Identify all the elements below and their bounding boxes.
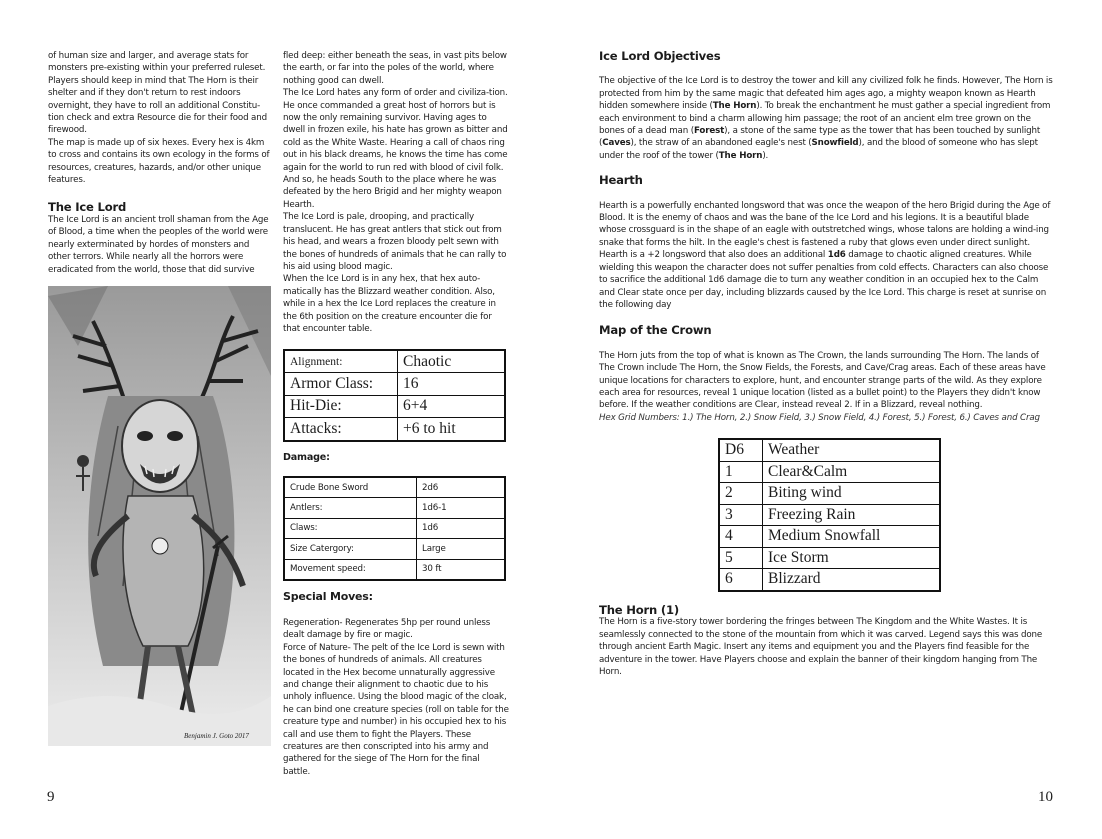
map-heading: Map of the Crown <box>599 323 712 338</box>
horn-heading: The Horn (1) <box>599 603 680 617</box>
stat-label: Armor Class: <box>284 373 398 395</box>
stat-row-attacks <box>284 418 505 441</box>
damage-row <box>284 477 505 498</box>
stat-row-armor-class <box>284 373 505 395</box>
weather-row <box>719 461 940 483</box>
special-moves-heading: Special Moves: <box>283 590 373 603</box>
stat-label: Alignment: <box>284 350 398 373</box>
damage-table <box>283 476 506 581</box>
regeneration-text: Regeneration- Regenerates 5hp per round unless dealt damage by fire or magic. <box>283 618 491 641</box>
damage-value: 1d6 <box>417 518 506 538</box>
weather-row <box>719 483 940 505</box>
force-of-nature-text: Force of Nature- The pelt of the Ice Lord is sewn with the bones of hundreds of animals. All creatures located in the Hex become unnaturally aggressive and change their alignment to chaotic due to his unholy influence. Using the blood magic of the cloak, he can bind one creature species (roll on table for the creature type and number) in his occupied hex to his call and use them to fight the Players. These creatures are then conscripted into his army and gathered for the siege of The Horn for the final battle. <box>283 642 509 777</box>
weather-condition: Clear&Calm <box>763 461 941 483</box>
ice-lord-para-3: The Ice Lord is pale, drooping, and practically translucent. He has great antlers that stick out from his head, and wears a frozen bloody pelt sewn with the bones of hundreds of animals that he can rally to his aid using blood magic. <box>283 212 507 272</box>
stat-label: Hit-Die: <box>284 395 398 417</box>
intro-paragraph: of human size and larger, and average stats for monsters pre-existing within your preferred ruleset. Players should keep in mind that The Horn is their shelter and if they don't return to rest indoors overnight, they have to roll an additional Constitu-tion check and extra Resource die for their food and firewood. <box>48 51 267 136</box>
weather-row <box>719 547 940 569</box>
horn-section <box>599 604 1055 678</box>
ice-lord-para-4: When the Ice Lord is in any hex, that hex auto-matically has the Blizzard weather condition. Also, while in a hex the Ice Lord replaces the creature in the 6th position on the creature encounter die for that encounter table. <box>283 274 496 334</box>
weather-condition: Freezing Rain <box>763 504 941 526</box>
stat-row-alignment <box>284 350 505 373</box>
ice-lord-heading: The Ice Lord <box>48 200 127 215</box>
ice-lord-drawing <box>48 286 271 746</box>
damage-value: 2d6 <box>417 477 506 498</box>
damage-value: 30 ft <box>417 559 506 580</box>
damage-row <box>284 539 505 559</box>
damage-label: Antlers: <box>284 498 417 518</box>
stat-label: Attacks: <box>284 418 398 441</box>
weather-roll: 4 <box>719 526 763 548</box>
objectives-text: The objective of the Ice Lord is to destroy the tower and kill any civilized folk he finds. However, The Horn is protected from him by the same magic that defeated him ages ago, a mighty weapon known as Hearth hidden somewhere inside (The Horn). To break the enchantment he must gather a special ingredient from each environment to bind a charm allowing him passage; the root of an ancient elm tree grown on the bones of a dead man (Forest), a stone of the same type as the tower that has been touched by sunlight (Caves), the straw of an abandoned eagle's nest (Snowfield), and the blood of someone who has slept under the roof of the tower (The Horn). <box>599 76 1053 161</box>
ice-lord-para-1: fled deep: either beneath the seas, in vast pits below the earth, or far into the poles of the world, where nothing good can dwell. <box>283 51 507 86</box>
damage-value: 1d6-1 <box>417 498 506 518</box>
middle-column <box>283 50 509 335</box>
damage-row <box>284 498 505 518</box>
weather-row <box>719 504 940 526</box>
special-moves-text <box>283 617 509 778</box>
weather-roll: 6 <box>719 569 763 591</box>
damage-heading: Damage: <box>283 452 330 463</box>
hearth-heading: Hearth <box>599 173 643 188</box>
ice-lord-para-2: The Ice Lord hates any form of order and civiliza-tion. He once commanded a great host of horrors but is now the only remaining survivor. Having ages to dwell in frozen exile, his hate has grown as bitter and cold as the White Waste. Hearing a call of chaos ring out in his black dreams, he knows the time has come again for the world to run red with blood of civil folk. And so, he heads South to the place where he was defeated by the hero Brigid and her mighty weapon Hearth. <box>283 88 508 210</box>
weather-condition: Ice Storm <box>763 547 941 569</box>
map-text: The Horn juts from the top of what is known as The Crown, the lands surrounding The Horn. The lands of The Crown include The Horn, the Snow Fields, the Forests, and Cave/Crag areas. Each of these areas have unique locations for characters to explore, hunt, and encounter strange parts of the wild. As they explore each area for resources, reveal 1 unique location (listed as a bullet point) to the Players they didn't know before. If the weather conditions are Clear, instead reveal 2. If in a Blizzard, reveal nothing. <box>599 350 1046 411</box>
right-column <box>599 50 1055 424</box>
weather-table <box>718 438 941 592</box>
stat-value: 16 <box>398 373 506 395</box>
ice-lord-intro: The Ice Lord is an ancient troll shaman from the Age of Blood, a time when the peoples of the world were nearly exterminated by hordes of monsters and other terrors. While nearly all the horrors were eradicated from the world, those that did survive <box>48 214 269 275</box>
weather-roll: 3 <box>719 504 763 526</box>
weather-header-label: Weather <box>763 439 941 461</box>
weather-roll: 5 <box>719 547 763 569</box>
weather-condition: Biting wind <box>763 483 941 505</box>
stat-value: Chaotic <box>398 350 506 373</box>
map-paragraph: The map is made up of six hexes. Every hex is 4km to cross and contains its own ecology in the forms of resources, creatures, hazards, and/or other unique features. <box>48 137 270 186</box>
ice-lord-illustration <box>48 286 271 746</box>
weather-row <box>719 569 940 591</box>
hearth-text: Hearth is a powerfully enchanted longsword that was once the weapon of the hero Brigid during the Age of Blood. It is the enemy of chaos and was the bane of the Ice Lord and his legions. It is a beautiful blade whose crossguard is in the shape of an eagle with outstretched wings, whose talons are holding a wind-ing snake that forms the hilt. In the eagle's chest is fastened a ruby that glows even under direct sunlight. Hearth is a +2 longsword that also does an additional 1d6 damage to chaotic aligned creatures. While wielding this weapon the character does not suffer penalties from cold effects. Characters can also choose to sacrifice the additional 1d6 damage die to turn any weather condition in an occupied hex to the Calm and Clear state once per day, including blizzards caused by the Ice Lord. This charge is reset at sunrise on the following day <box>599 200 1051 310</box>
weather-header-die: D6 <box>719 439 763 461</box>
stat-value: +6 to hit <box>398 418 506 441</box>
damage-row <box>284 518 505 538</box>
objectives-heading: Ice Lord Objectives <box>599 49 721 63</box>
damage-row <box>284 559 505 580</box>
page-number-right: 10 <box>1038 789 1053 805</box>
damage-value: Large <box>417 539 506 559</box>
damage-label: Size Catergory: <box>284 539 417 559</box>
weather-row <box>719 526 940 548</box>
hex-grid-note: Hex Grid Numbers: 1.) The Horn, 2.) Snow Field, 3.) Snow Field, 4.) Forest, 5.) Forest, 6.) Caves and Crag <box>599 412 1040 423</box>
damage-label: Crude Bone Sword <box>284 477 417 498</box>
damage-label: Movement speed: <box>284 559 417 580</box>
weather-condition: Blizzard <box>763 569 941 591</box>
artist-signature: Benjamin J. Goto 2017 <box>184 732 249 740</box>
damage-label: Claws: <box>284 518 417 538</box>
stat-block-table <box>283 349 506 442</box>
stat-row-hit-die <box>284 395 505 417</box>
weather-header-row <box>719 439 940 461</box>
weather-roll: 1 <box>719 461 763 483</box>
weather-condition: Medium Snowfall <box>763 526 941 548</box>
page-number-left: 9 <box>47 789 55 805</box>
left-column <box>48 50 272 276</box>
weather-roll: 2 <box>719 483 763 505</box>
stat-value: 6+4 <box>398 395 506 417</box>
horn-text: The Horn is a five-story tower bordering the fringes between The Kingdom and the White Wastes. It is seamlessly connected to the stone of the mountain from which it was carved. Legend says this was done through ancient Earth Magic. Insert any items and equipment you and the Players find feasible for the adventure in the tower. Have Players choose and explain the banner of their kingdom hanging from The Horn. <box>599 617 1043 678</box>
